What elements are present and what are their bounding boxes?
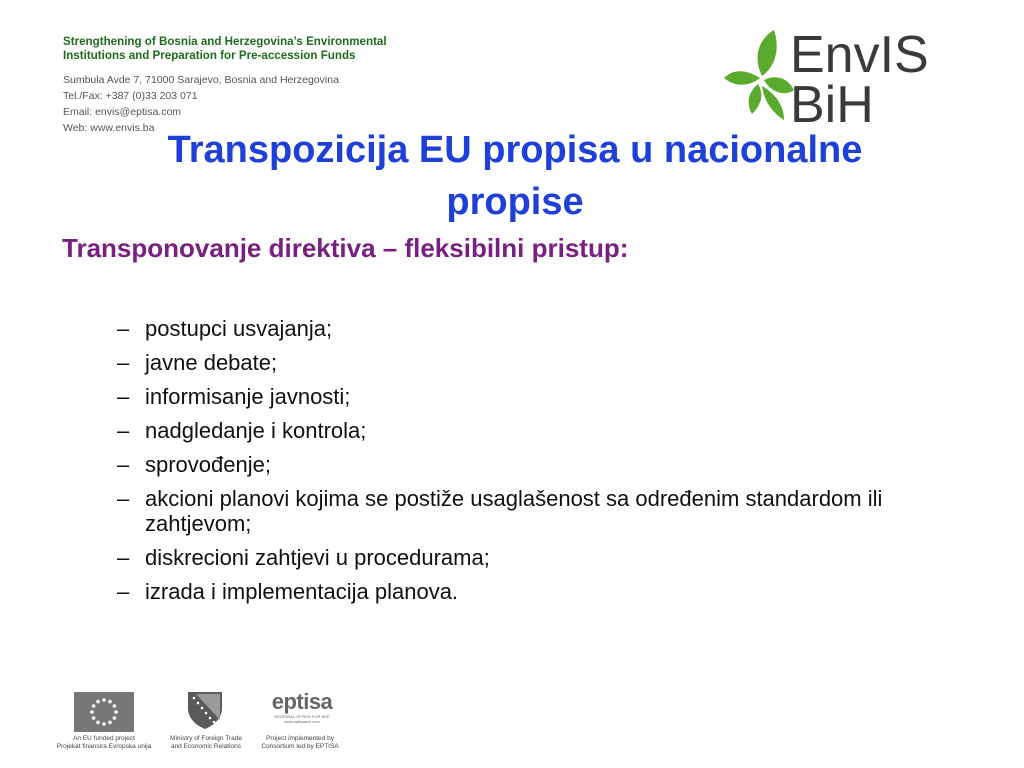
slide-title-line-2: propise — [446, 181, 584, 223]
slide-subtitle: Transponovanje direktiva – fleksibilni pristup: — [62, 233, 629, 263]
bullet-list — [117, 316, 947, 613]
list-item-text: postupci usvajanja; — [145, 316, 333, 341]
dash-marker: – — [117, 579, 130, 604]
list-item — [117, 384, 947, 409]
footer-logos — [52, 688, 352, 758]
contact-address: Sumbula Avde 7, 71000 Sarajevo, Bosnia and Herzegovina — [63, 74, 339, 86]
org-line-1: Strengthening of Bosnia and Herzegovina’s Environmental — [63, 35, 387, 48]
list-item — [117, 350, 947, 375]
list-item — [117, 418, 947, 443]
eu-caption — [52, 735, 156, 751]
contact-web: Web: www.envis.ba — [63, 122, 155, 134]
list-item — [117, 545, 947, 570]
contact-email: Email: envis@eptisa.com — [63, 106, 182, 118]
eptisa-logo — [264, 690, 340, 724]
eptisa-caption-line-1: Project implemented by — [266, 735, 334, 742]
list-item — [117, 452, 947, 477]
dash-marker: – — [117, 545, 130, 570]
ministry-caption — [160, 735, 252, 751]
ministry-caption-line-2: and Economic Relations — [170, 743, 242, 750]
slide-title-line-1: Transpozicija EU propisa u nacionalne — [167, 129, 863, 171]
logo-text-bih: BiH — [790, 76, 874, 128]
dash-marker: – — [117, 384, 130, 409]
eptisa-small-line-1: REGIONAL OFFICE FOR SEE — [274, 714, 330, 719]
list-item — [117, 316, 947, 341]
list-item — [117, 579, 947, 604]
list-item-text: javne debate; — [145, 350, 278, 375]
org-line-2: Institutions and Preparation for Pre-accession Funds — [63, 49, 356, 62]
bih-coat-of-arms-icon — [186, 690, 224, 730]
list-item-text: informisanje javnosti; — [145, 384, 351, 409]
list-item-text: nadgledanje i kontrola; — [145, 418, 367, 443]
eptisa-logo-text: eptisa — [271, 689, 333, 714]
list-item — [117, 486, 947, 536]
eu-caption-line-1: An EU funded project — [73, 735, 135, 742]
dash-marker: – — [117, 452, 130, 477]
list-item-text: sprovođenje; — [145, 452, 271, 477]
eu-caption-line-2: Projekat finansira Evropska unija — [56, 743, 152, 750]
eptisa-small-line-2: www.eptisasee.com — [284, 719, 320, 724]
dash-marker: – — [117, 418, 130, 443]
dash-marker: – — [117, 486, 130, 511]
envis-bih-logo — [722, 28, 962, 128]
leaf-icon — [724, 30, 794, 120]
eu-flag-icon — [74, 692, 134, 732]
list-item-text: izrada i implementacija planova. — [145, 579, 459, 604]
logo-text-envis: EnvIS — [790, 28, 929, 84]
contact-phone: Tel./Fax: +387 (0)33 203 071 — [63, 90, 198, 102]
list-item-text: diskrecioni zahtjevi u procedurama; — [145, 545, 490, 570]
ministry-caption-line-1: Ministry of Foreign Trade — [170, 735, 242, 742]
dash-marker: – — [117, 350, 130, 375]
list-item-text: akcioni planovi kojima se postiže usaglašenost sa određenim standardom ili zahtjevom; — [145, 486, 883, 536]
dash-marker: – — [117, 316, 130, 341]
eptisa-caption-line-2: Consortium led by EPTISA — [261, 743, 339, 750]
eptisa-caption — [252, 735, 348, 751]
organization-name — [63, 35, 387, 63]
slide-title — [60, 124, 970, 228]
